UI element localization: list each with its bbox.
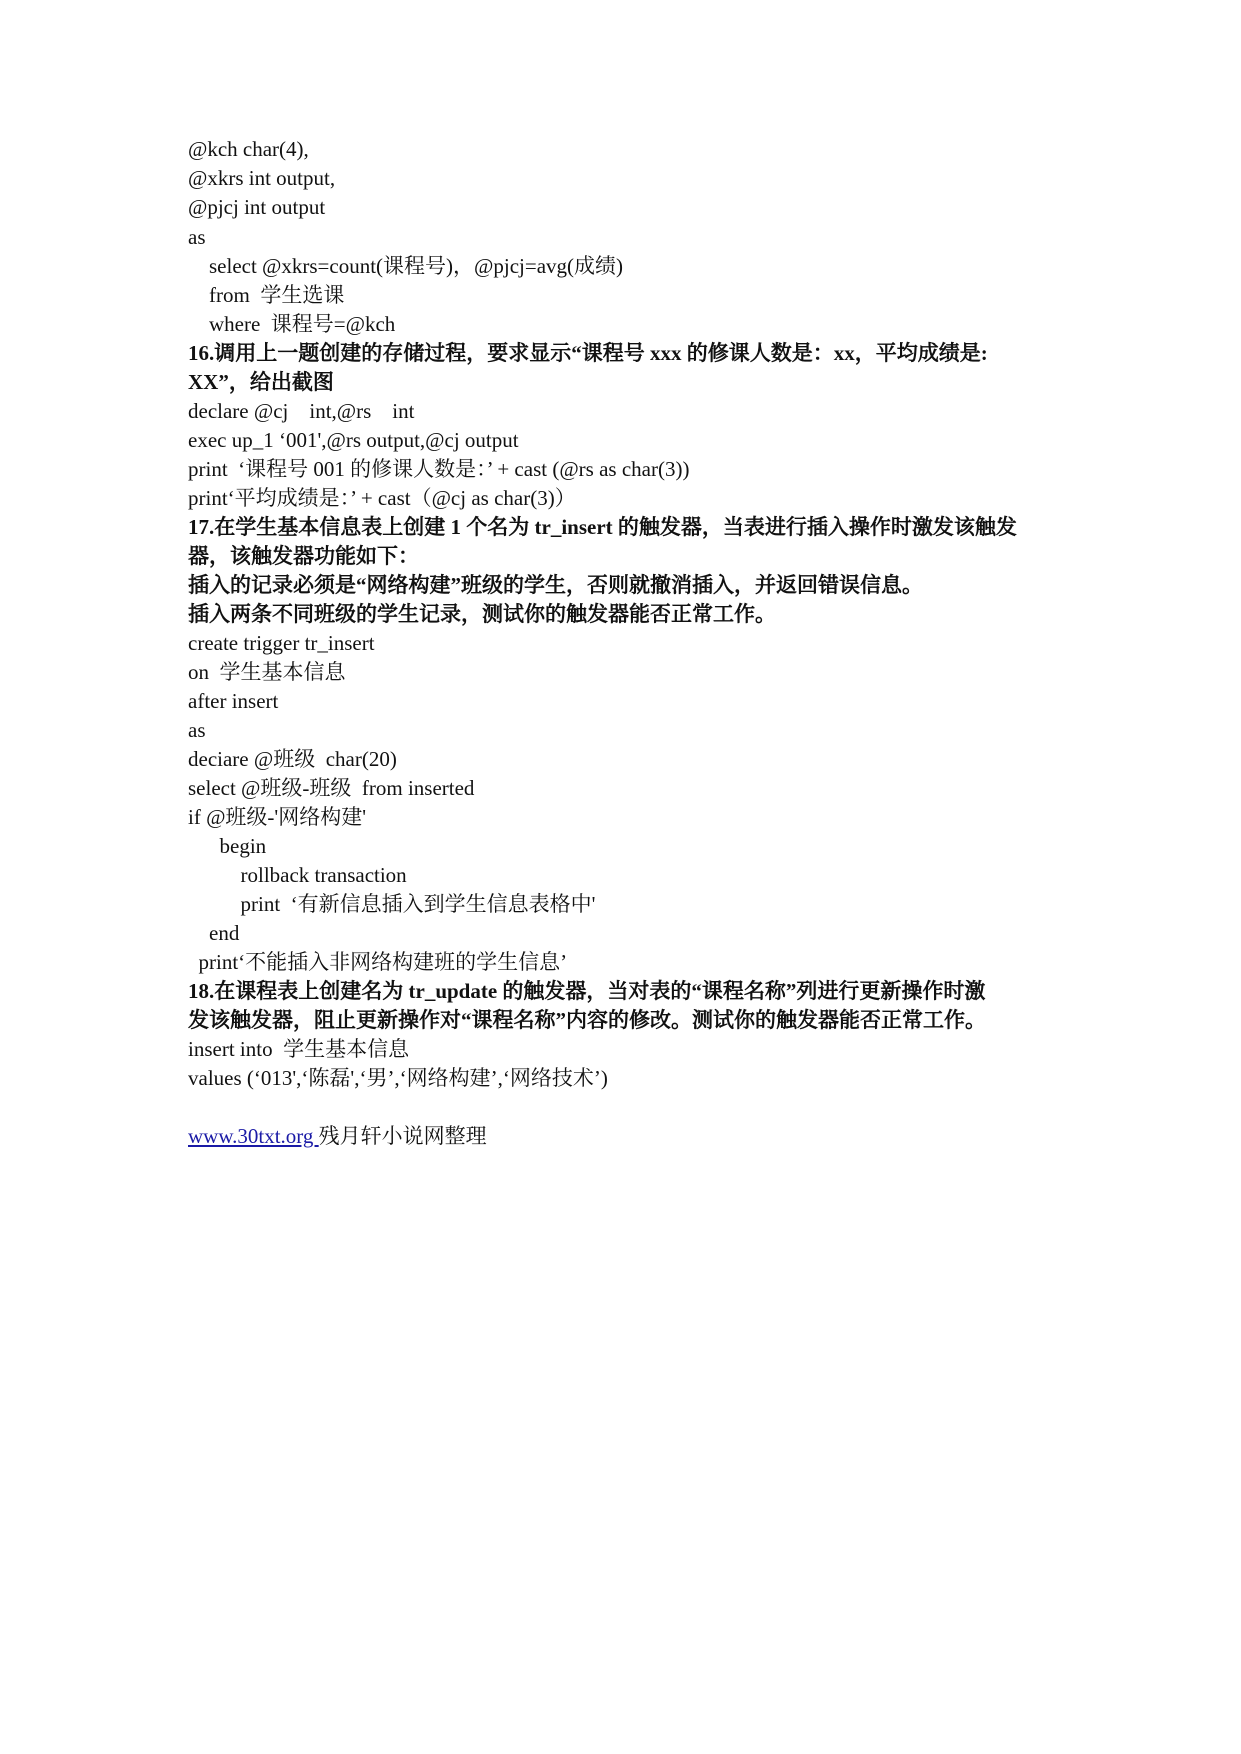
code-line: @pjcj int output <box>188 195 326 219</box>
question-heading: 器，该触发器功能如下： <box>188 544 419 568</box>
code-line: on 学生基本信息 <box>188 660 346 684</box>
code-line: values (‘013',‘陈磊',‘男’,‘网络构建’,‘网络技术’) <box>188 1066 608 1090</box>
website-link[interactable]: www.30txt.org <box>188 1124 319 1148</box>
question-heading: 18.在课程表上创建名为 tr_update 的触发器，当对表的“课程名称”列进行更新操作时激 <box>188 979 986 1003</box>
code-line: exec up_1 ‘001',@rs output,@cj output <box>188 428 519 452</box>
question-heading: XX”，给出截图 <box>188 370 334 394</box>
code-line: from 学生选课 <box>188 283 345 307</box>
code-line: insert into 学生基本信息 <box>188 1037 410 1061</box>
code-line: @xkrs int output, <box>188 166 336 190</box>
code-line: create trigger tr_insert <box>188 631 375 655</box>
question-heading: 16.调用上一题创建的存储过程，要求显示“课程号 xxx 的修课人数是：xx，平均成绩是: <box>188 341 988 365</box>
code-line: end <box>188 921 240 945</box>
footer-line <box>188 1120 487 1152</box>
code-line: as <box>188 225 206 249</box>
code-line: rollback transaction <box>188 863 407 887</box>
code-line: select @xkrs=count(课程号)，@pjcj=avg(成绩) <box>188 254 624 278</box>
footer-note: 残月轩小说网整理 <box>318 1124 487 1148</box>
question-heading: 插入两条不同班级的学生记录，测试你的触发器能否正常工作。 <box>188 602 776 626</box>
code-line: print‘不能插入非网络构建班的学生信息’ <box>188 950 568 974</box>
code-line: print ‘有新信息插入到学生信息表格中' <box>188 892 596 916</box>
code-line: after insert <box>188 689 279 713</box>
code-line: deciare @班级 char(20) <box>188 747 397 771</box>
question-heading: 插入的记录必须是“网络构建”班级的学生，否则就撤消插入，并返回错误信息。 <box>188 573 923 597</box>
code-line: print ‘课程号 001 的修课人数是：’ + cast (@rs as char(3)) <box>188 457 690 481</box>
code-line: @kch char(4), <box>188 137 309 161</box>
code-line: begin <box>188 834 267 858</box>
code-line: if @班级-'网络构建' <box>188 805 366 829</box>
code-line: declare @cj int,@rs int <box>188 399 415 423</box>
code-line: as <box>188 718 206 742</box>
question-heading: 发该触发器，阻止更新操作对“课程名称”内容的修改。测试你的触发器能否正常工作。 <box>188 1008 986 1032</box>
code-line: print‘平均成绩是：’ + cast（@cj as char(3)） <box>188 486 576 510</box>
question-heading: 17.在学生基本信息表上创建 1 个名为 tr_insert 的触发器，当表进行插入操作时激发该触发 <box>188 515 1017 539</box>
code-line: select @班级-班级 from inserted <box>188 776 475 800</box>
code-line: where 课程号=@kch <box>188 312 396 336</box>
